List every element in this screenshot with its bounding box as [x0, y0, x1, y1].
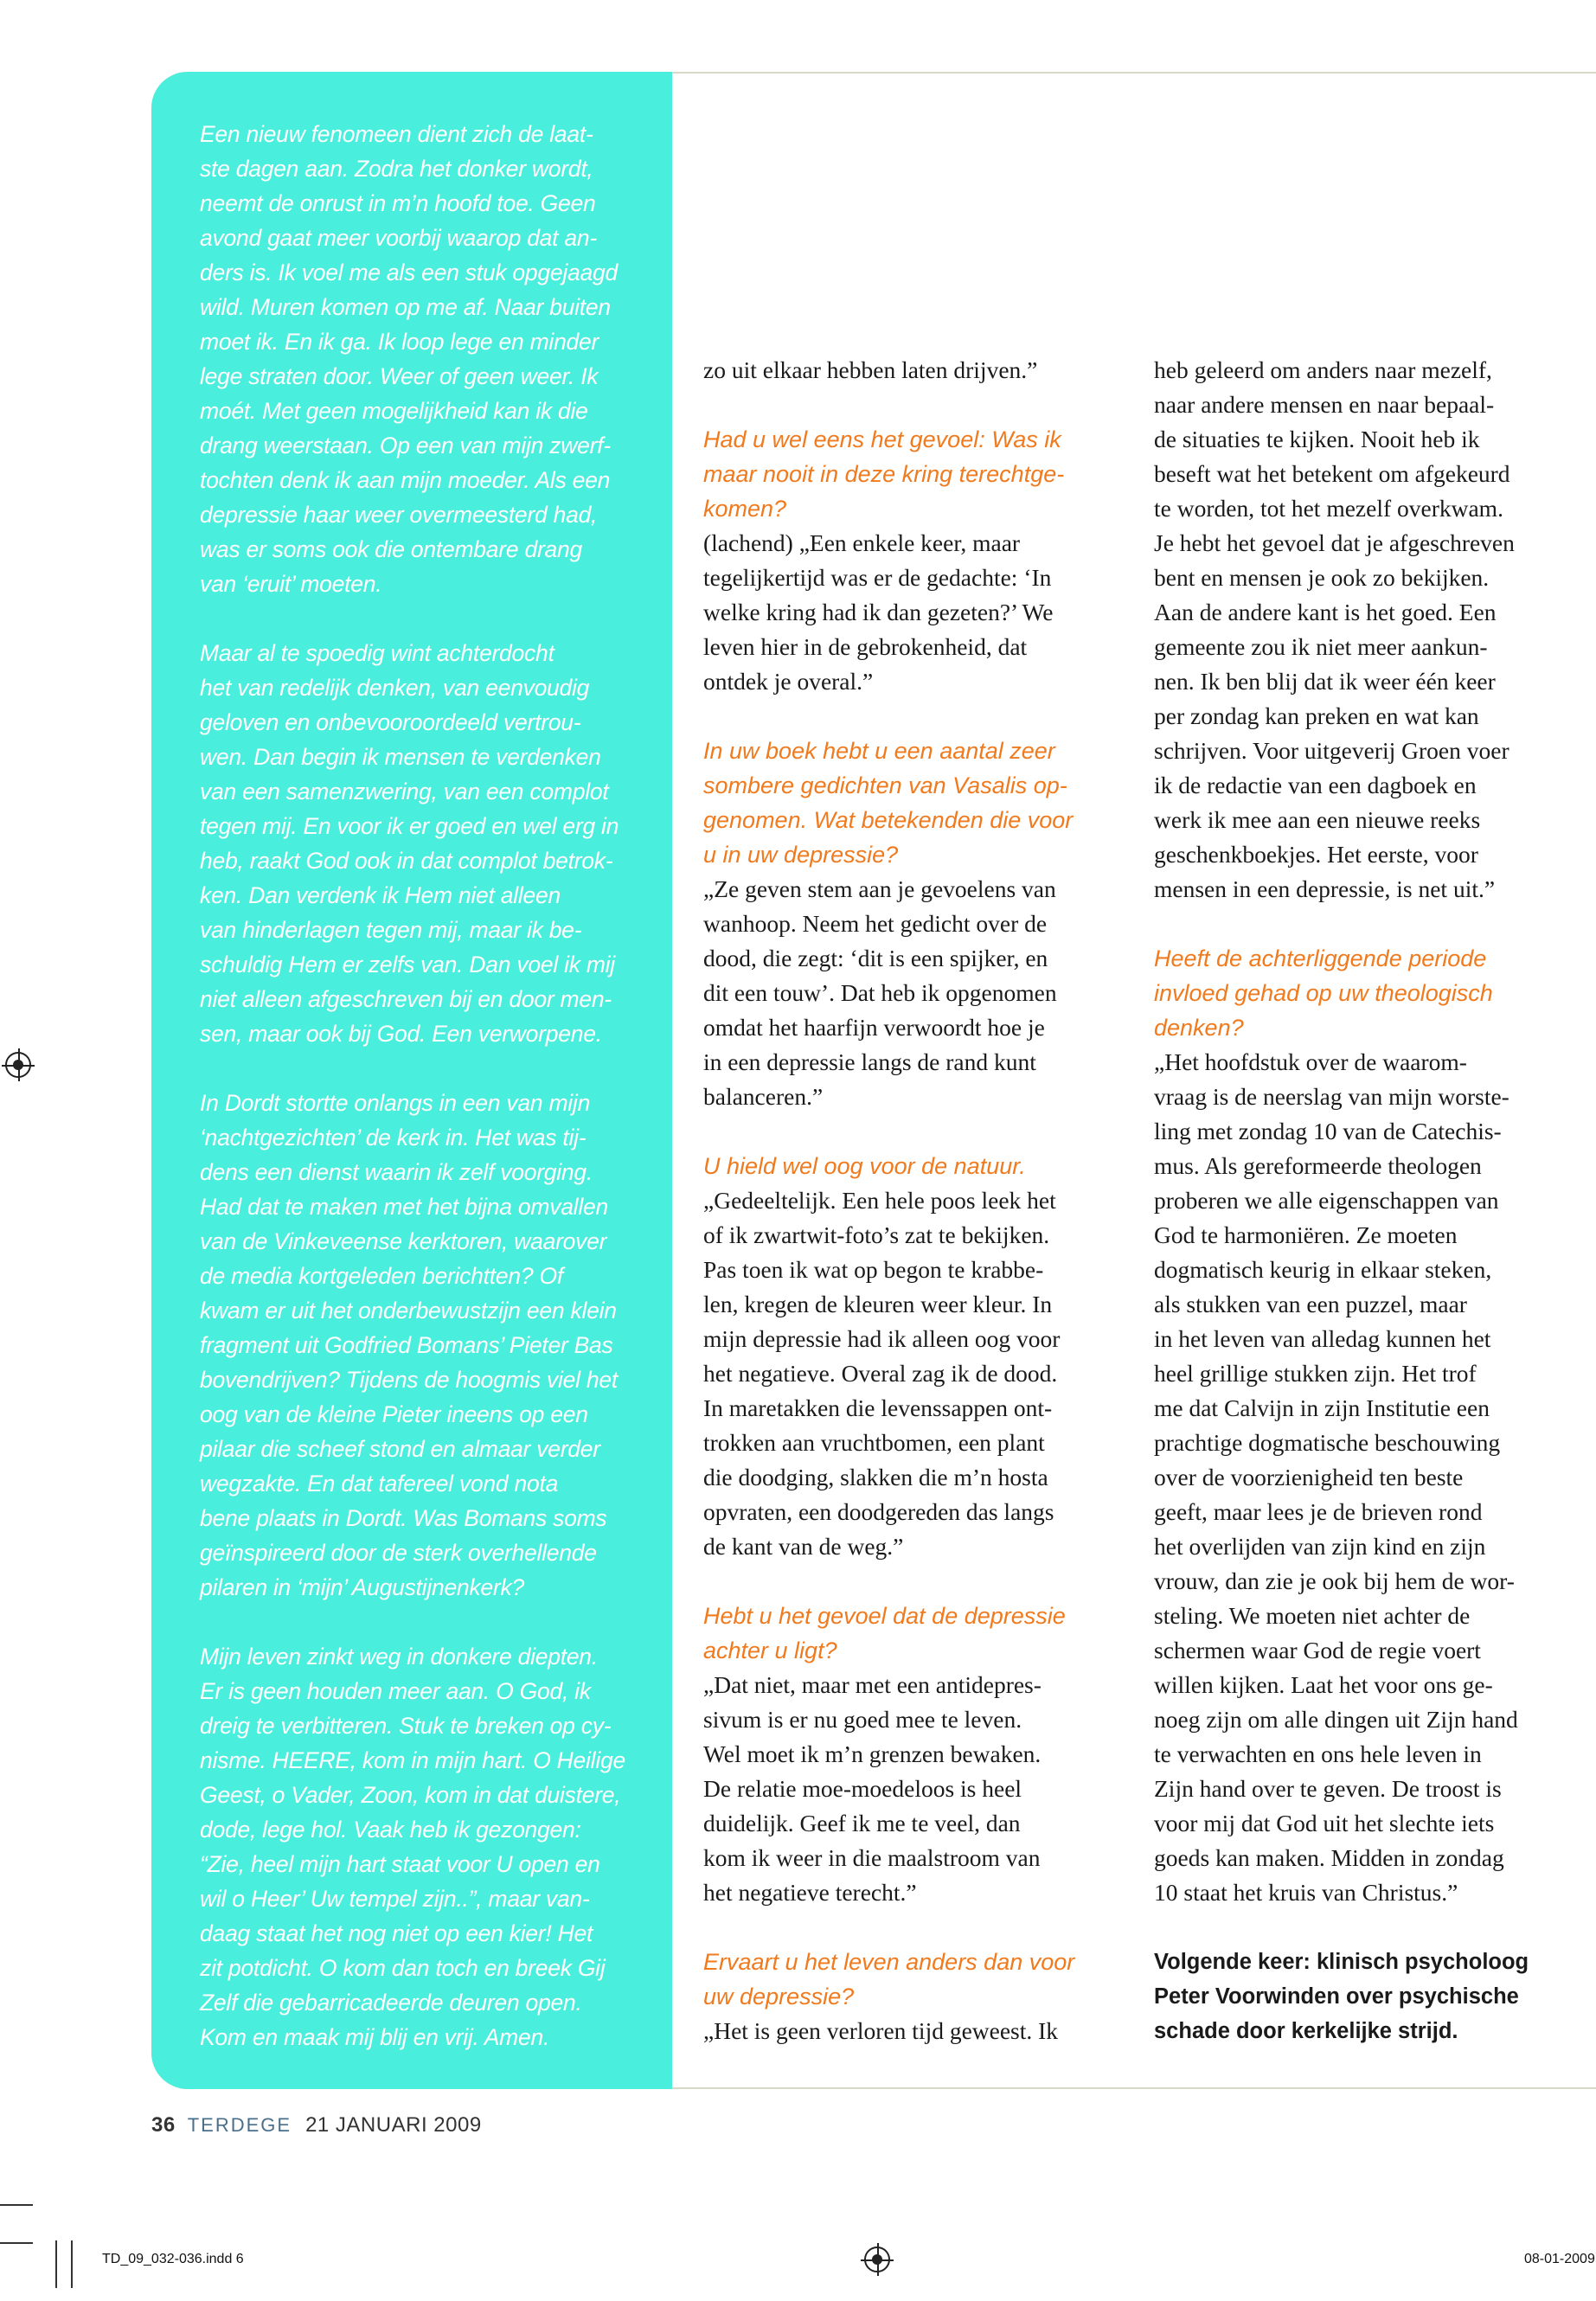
interview-answer: (lachend) „Een enkele keer, maar tegelijkertijd was er de gedachte: ‘In welke kring had ik dan gezeten?’ We leven hier in de gebrokenheid, dat ontdek je overal.” — [703, 529, 1054, 695]
crop-mark — [71, 2240, 73, 2288]
qa-block — [703, 422, 1127, 699]
answer-text: zo uit elkaar hebben laten drijven.” — [703, 356, 1038, 383]
interview-question: In uw boek hebt u een aantal zeer sombere gedichten van Vasalis op- genomen. Wat betekenden die voor u in uw depressie? — [703, 738, 1074, 868]
qa-block — [703, 1945, 1127, 2048]
registration-mark-icon — [5, 1052, 31, 1078]
crop-mark — [0, 2204, 33, 2206]
next-issue-teaser: Volgende keer: klinisch psycholoog Peter Voorwinden over psychische schade door kerkelijke strijd. — [1154, 1950, 1529, 2043]
article-column-1 — [703, 353, 1127, 2083]
qa-block — [703, 1149, 1127, 1564]
registration-mark-icon — [864, 2247, 890, 2272]
slug-filename: TD_09_032-036.indd 6 — [102, 2252, 244, 2266]
crop-mark — [55, 2240, 57, 2288]
crop-mark — [0, 2242, 33, 2244]
sidebar-box — [151, 72, 672, 2089]
answer-text: heb geleerd om anders naar mezelf, naar andere mensen en naar bepaal- de situaties te kijken. Nooit heb ik beseft wat het betekent om afgekeurd te worden, tot het mezelf overkwam. Je hebt het gevoel dat je afgeschreven bent en mensen je ook zo bekijken. Aan de andere kant is het goed. Een gemeente zou ik niet meer aankun- nen. Ik ben blij dat ik weer één keer per zondag kan preken en wat kan schrijven. Voor uitgeverij Groen voer ik de redactie van een dagboek en werk ik mee aan een nieuwe reeks geschenkboekjes. Het eerste, voor mensen in een depressie, is net uit.” — [1154, 356, 1515, 902]
interview-answer: „Het hoofdstuk over de waarom- vraag is de neerslag van mijn worste- ling met zondag 10 van de Catechis- mus. Als gereformeerde theologen proberen we alle eigenschappen van God te harmoniëren. Ze moeten dogmatisch keurig in elkaar steken, als stukken van een puzzel, maar in het leven van alledag kunnen het heel grillige stukken zijn. Het trof me dat Calvijn in zijn Institutie een prachtige dogmatische beschouwing over de voorzienigheid ten beste geeft, maar lees je de brieven rond het overlijden van zijn kind en zijn vrouw, dan zie je ook bij hem de wor- steling. We moeten niet achter de schermen waar God de regie voert willen kijken. Laat het voor ons ge- noeg zijn om alle dingen uit Zijn hand te verwachten en ons hele leven in Zijn hand over te geven. De troost is voor mij dat God uit het slechte iets goeds kan maken. Midden in zondag 10 staat het kruis van Christus.” — [1154, 1048, 1518, 1906]
interview-answer: „Het is geen verloren tijd geweest. Ik — [703, 2017, 1059, 2044]
magazine-name: TERDEGE — [187, 2114, 292, 2136]
sidebar-paragraph: Maar al te spoedig wint achterdocht het van redelijk denken, van eenvoudig geloven en onbevooroordeeld vertrou- wen. Dan begin ik mensen te verdenken van een samenzwering, van een complot tegen mij. En voor ik er goed en wel erg in heb, raakt God ook in dat complot betrok- ken. Dan verdenk ik Hem niet alleen van hinderlagen tegen mij, maar ik be- schuldig Hem er zelfs van. Dan voel ik mij niet alleen afgeschreven bij en door men- sen, maar ook bij God. Een verworpene. — [200, 640, 619, 1047]
qa-block — [1154, 941, 1578, 1910]
sidebar-paragraph: Een nieuw fenomeen dient zich de laat- ste dagen aan. Zodra het donker wordt, neemt de onrust in m’n hoofd toe. Geen avond gaat meer voorbij waarop dat an- ders is. Ik voel me als een stuk opgejaagd wild. Muren komen op me af. Naar buiten moet ik. En ik ga. Ik loop lege en minder lege straten door. Weer of geen weer. Ik moét. Met geen mogelijkheid kan ik die drang weerstaan. Op een van mijn zwerf- tochten denk ik aan mijn moeder. Als een depressie haar weer overmeesterd had, was er soms ook die ontembare drang van ‘eruit’ moeten. — [200, 121, 618, 597]
slug-date: 08-01-2009 — [1524, 2252, 1595, 2266]
answer-block — [703, 353, 1127, 388]
sidebar-paragraph: In Dordt stortte onlangs in een van mijn ‘nachtgezichten’ de kerk in. Het was tij- dens een dienst waarin ik zelf voorging. Had dat te maken met het bijna omvallen van de Vinkeveense kerktoren, waarover de media kortgeleden berichtten? Of kwam er uit het onderbewustzijn een klein fragment uit Godfried Bomans’ Pieter Bas bovendrijven? Tijdens de hoogmis viel het oog van de kleine Pieter ineens op een pilaar die scheef stond en almaar verder wegzakte. En dat tafereel vond nota bene plaats in Dordt. Was Bomans soms geïnspireerd door de sterk overhellende pilaren in ‘mijn’ Augustijnenkerk? — [200, 1090, 619, 1600]
sidebar-paragraph: Mijn leven zinkt weg in donkere diepten. Er is geen houden meer aan. O God, ik dreig te verbitteren. Stuk te breken op cy- nisme. HEERE, kom in mijn hart. O Heilige Geest, o Vader, Zoon, kom in dat duistere, dode, lege hol. Vaak heb ik gezongen: “Zie, heel mijn hart staat voor U open en wil o Heer’ Uw tempel zijn..”, maar van- daag staat het nog niet op een kier! Het zit potdicht. O kom dan toch en breek Gij Zelf die gebarricadeerde deuren open. Kom en maak mij blij en vrij. Amen. — [200, 1644, 625, 2050]
interview-answer: „Ze geven stem aan je gevoelens van wanhoop. Neem het gedicht over de dood, die zegt: ‘dit is een spijker, en dit een touw’. Dat heb ik opgenomen omdat het haarfijn verwoordt hoe je in een depressie langs de rand kunt balanceren.” — [703, 875, 1057, 1110]
page-footer — [151, 2113, 482, 2138]
qa-block — [703, 734, 1127, 1114]
qa-block — [703, 1599, 1127, 1910]
article-column-2 — [1154, 353, 1578, 2083]
interview-question: Had u wel eens het gevoel: Was ik maar nooit in deze kring terechtge- komen? — [703, 426, 1065, 522]
page-number: 36 — [151, 2113, 176, 2137]
interview-answer: „Dat niet, maar met een antidepres- sivum is er nu goed mee te leven. Wel moet ik m’n grenzen bewaken. De relatie moe-moedeloos is heel duidelijk. Geef ik me te veel, dan kom ik weer in die maalstroom van het negatieve terecht.” — [703, 1671, 1042, 1906]
interview-answer: „Gedeeltelijk. Een hele poos leek het of ik zwartwit-foto’s zat te bekijken. Pas toen ik wat op begon te krabbe- len, kregen de kleuren weer kleur. In mijn depressie had ik alleen oog voor het negatieve. Overal zag ik de dood. In maretakken die levenssappen ont- trokken aan vruchtbomen, een plant die doodging, slakken die m’n hosta opvraten, een doodgereden das langs de kant van de weg.” — [703, 1187, 1061, 1560]
interview-question: Ervaart u het leven anders dan voor uw depressie? — [703, 1949, 1075, 2009]
interview-question: Hebt u het gevoel dat de depressie achter u ligt? — [703, 1603, 1066, 1663]
issue-date: 21 JANUARI 2009 — [305, 2113, 482, 2137]
interview-question: U hield wel oog voor de natuur. — [703, 1153, 1026, 1179]
answer-block — [1154, 353, 1578, 907]
interview-question: Heeft de achterliggende periode invloed gehad op uw theologisch denken? — [1154, 945, 1493, 1041]
